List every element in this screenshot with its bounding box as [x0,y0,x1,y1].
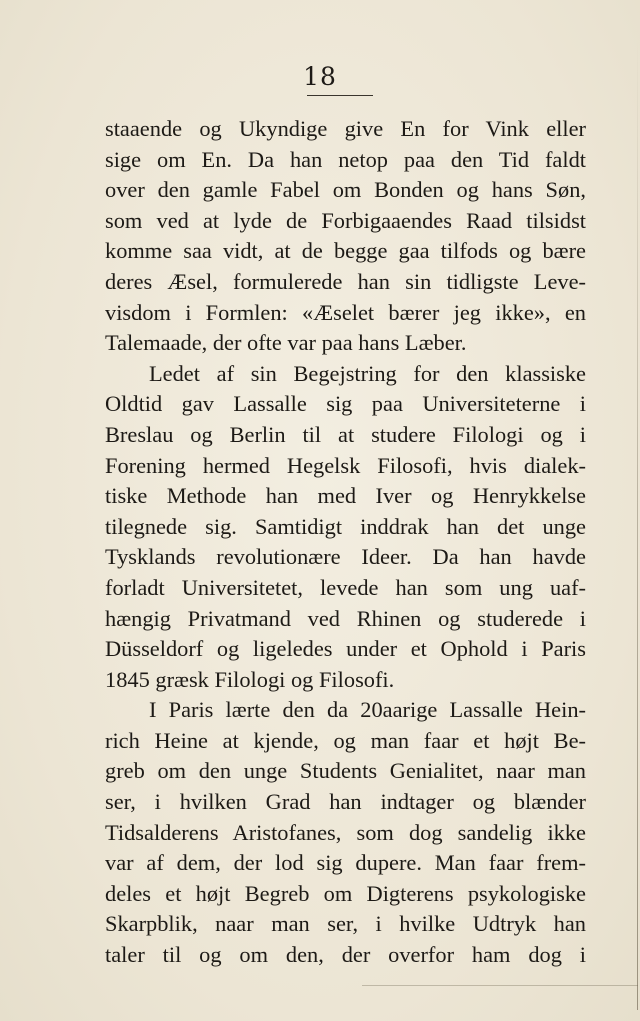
text-line: tiske Methode han med Iver og Henrykkelse [105,483,586,509]
text-line: forladt Universitetet, levede han som ung uaf- [105,574,586,600]
text-line: ser, i hvilken Grad han indtager og blænder [105,789,586,815]
text-line: rich Heine at kjende, og man faar et højt Be- [105,727,586,753]
paragraph-1 [105,114,586,359]
text-line: tilegnede sig. Samtidigt inddrak han det unge [105,513,586,539]
page-edge-shadow [637,40,638,1010]
text-line: visdom i Formlen: «Æselet bærer jeg ikke», en [105,299,586,325]
text-line: Ledet af sin Begejstring for den klassiske [149,360,586,386]
paragraph-2 [105,359,586,696]
text-line: var af dem, der lod sig dupere. Man faar frem- [105,850,586,876]
text-line: deres Æsel, formulerede han sin tidligste Leve- [105,268,586,294]
text-line: Skarpblik, naar man ser, i hvilke Udtryk han [105,911,586,937]
page-number: 18 [303,62,337,91]
text-line: Breslau og Berlin til at studere Filologi og i [105,421,586,447]
text-line: taler til og om den, der overfor ham dog i [105,942,586,968]
text-line: Forening hermed Hegelsk Filosofi, hvis dialek- [105,452,586,478]
text-line: Düsseldorf og ligeledes under et Ophold i Paris [105,636,586,662]
body-text [105,114,586,971]
text-line: Talemaade, der ofte var paa hans Læber. [105,330,467,356]
text-line: komme saa vidt, at de begge gaa tilfods og bære [105,238,586,264]
page-bottom-edge [362,985,638,986]
paragraph-3 [105,695,586,970]
text-line: I Paris lærte den da 20aarige Lassalle Hein- [149,697,586,723]
text-line: deles et højt Begreb om Digterens psykologiske [105,880,586,906]
text-line: som ved at lyde de Forbigaaendes Raad tilsidst [105,207,586,233]
text-line: Tidsalderens Aristofanes, som dog sandelig ikke [105,819,586,845]
text-line: 1845 græsk Filologi og Filosofi. [105,666,395,692]
text-line: sige om En. Da han netop paa den Tid faldt [105,146,586,172]
text-line: greb om den unge Students Genialitet, naar man [105,758,586,784]
page-number-rule [307,95,373,96]
text-line: over den gamle Fabel om Bonden og hans Søn, [105,177,586,203]
text-line: Oldtid gav Lassalle sig paa Universiteterne i [105,391,586,417]
text-line: Tysklands revolutionære Ideer. Da han havde [105,544,586,570]
text-line: hængig Privatmand ved Rhinen og studerede i [105,605,586,631]
text-line: staaende og Ukyndige give En for Vink eller [105,116,586,141]
